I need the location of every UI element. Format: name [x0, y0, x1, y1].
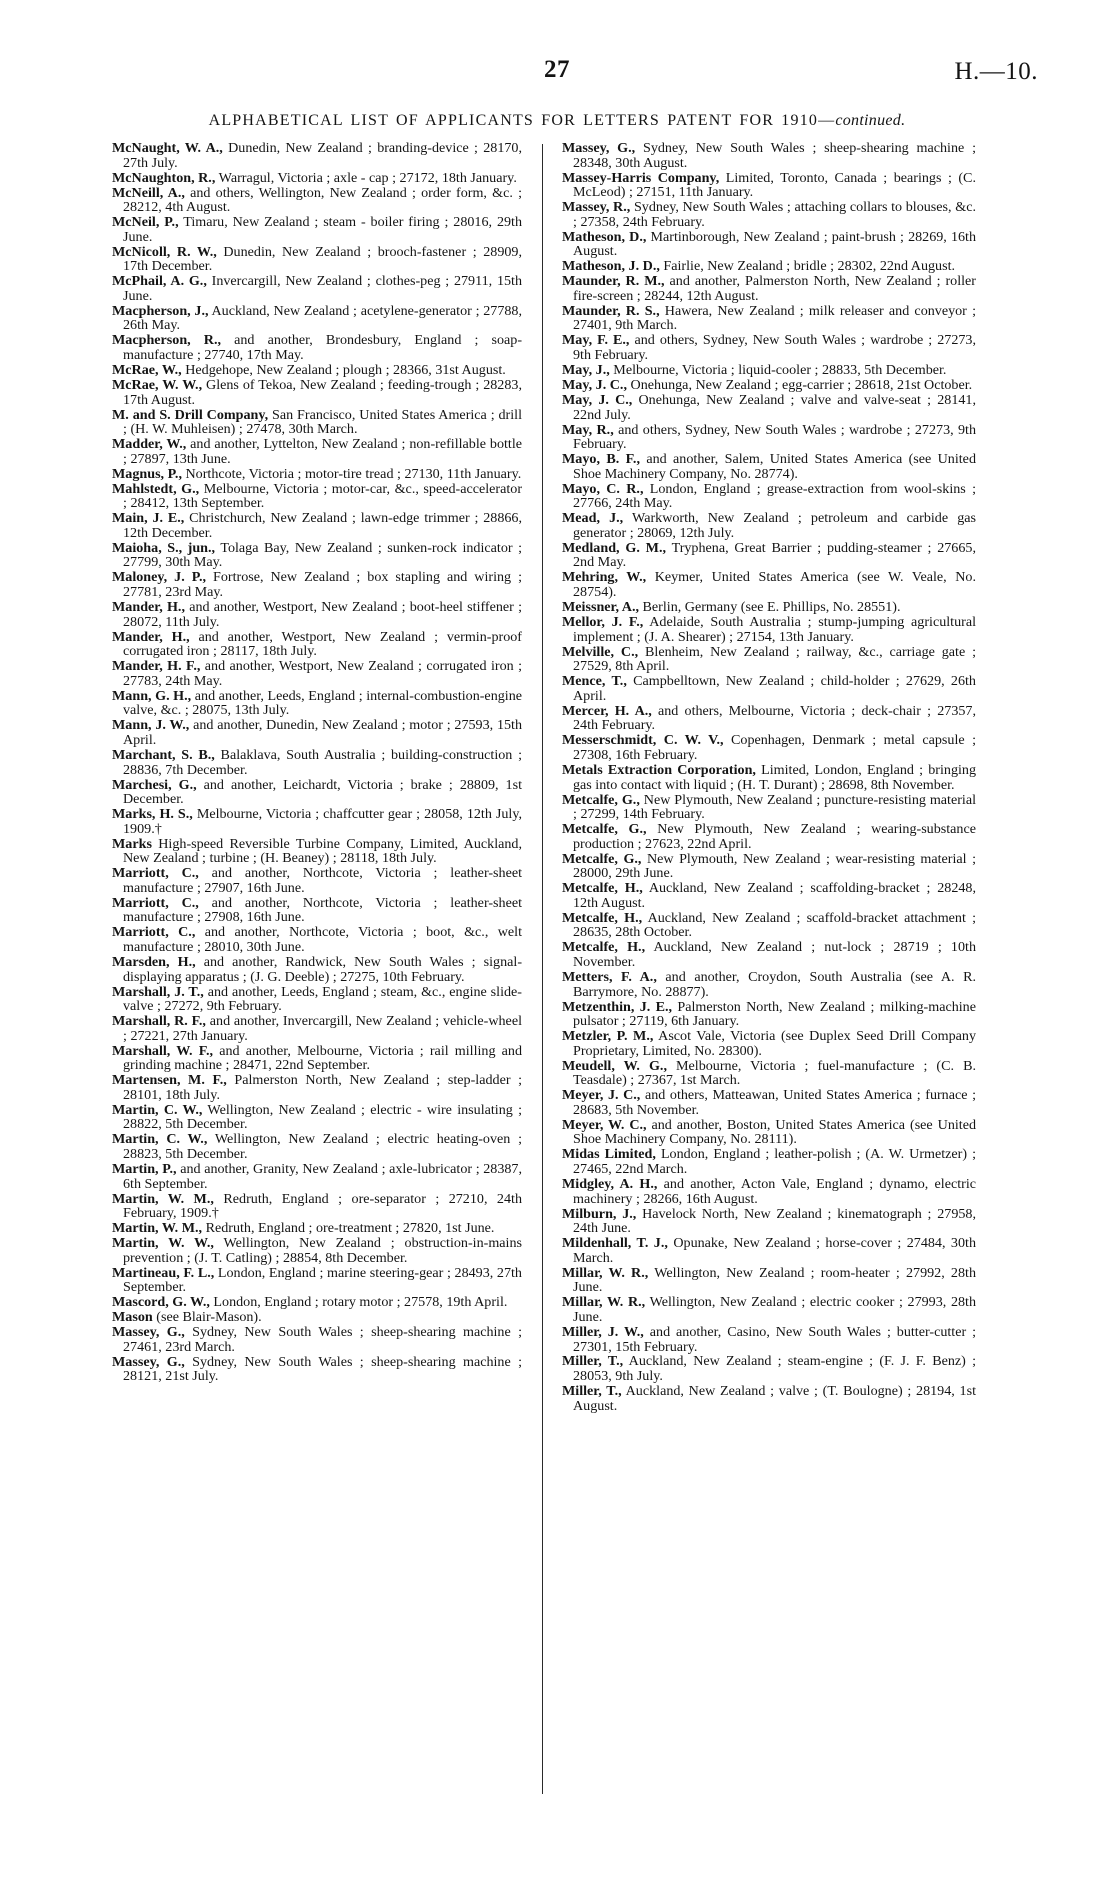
list-entry [112, 925, 522, 954]
applicant-name: Metcalfe, H., [562, 880, 643, 897]
entry-details: Redruth, England ; ore-separator ; 27210, 24th February, 1909.† [123, 1190, 522, 1222]
list-entry [562, 171, 976, 200]
applicant-name: Matheson, D., [562, 228, 647, 245]
list-entry [562, 1000, 976, 1029]
entry-details: Hawera, New Zealand ; milk releaser and conveyor ; 27401, 9th March. [573, 302, 976, 334]
list-entry [562, 704, 976, 733]
list-entry [562, 452, 976, 481]
entry-details: Opunake, New Zealand ; horse-cover ; 27484, 30th March. [573, 1235, 976, 1266]
entry-details: Tryphena, Great Barrier ; pudding-steamer ; 27665, 2nd May. [573, 539, 976, 571]
entry-details: Auckland, New Zealand ; acetylene-generator ; 27788, 26th May. [123, 302, 522, 334]
list-entry [562, 511, 976, 540]
entry-details: and another, Melbourne, Victoria ; rail milling and grinding machine ; 28471, 22nd September. [123, 1042, 523, 1074]
applicant-name: Metters, F. A., [562, 968, 657, 985]
applicant-name: McNeil, P., [112, 214, 179, 231]
applicant-name: M. and S. Drill Company, [112, 406, 269, 423]
entry-details: Melbourne, Victoria ; fuel-manufacture ; (C. B. Teasdale) ; 27367, 1st March. [573, 1057, 976, 1089]
applicant-name: Maloney, J. P., [112, 569, 207, 586]
list-entry [562, 230, 976, 259]
applicant-name: Maioha, S., jun., [112, 539, 216, 556]
applicant-name: Massey, G., [562, 140, 636, 156]
list-entry [112, 748, 522, 777]
applicant-name: Mascord, G. W., [112, 1294, 210, 1311]
list-entry [562, 940, 976, 969]
entry-details: and another, Northcote, Victoria ; leather-sheet manufacture ; 27908, 16th June. [123, 894, 523, 926]
list-entry [562, 822, 976, 851]
applicant-name: Mander, H., [112, 599, 185, 616]
entry-details: and another, Boston, United States America (see United Shoe Machinery Company, No. 28111). [573, 1116, 976, 1148]
list-entry [562, 378, 976, 393]
entry-details: Martinborough, New Zealand ; paint-brush ; 28269, 16th August. [573, 228, 976, 260]
entry-details: Glens of Tekoa, New Zealand ; feeding-trough ; 28283, 17th August. [123, 377, 522, 408]
list-entry [112, 866, 522, 895]
applicant-name: Metals Extraction Corporation, [562, 761, 756, 778]
entry-details: Warkworth, New Zealand ; petroleum and carbide gas generator ; 28069, 12th July. [573, 510, 976, 541]
list-entry [562, 1325, 976, 1354]
list-entry [112, 985, 522, 1014]
applicant-name: Massey, G., [112, 1353, 185, 1370]
applicant-name: Mayo, C. R., [562, 480, 644, 497]
applicant-name: McRae, W., [112, 362, 182, 379]
applicant-name: Milburn, J., [562, 1205, 637, 1222]
column-divider [542, 144, 543, 1794]
entry-details: Auckland, New Zealand ; scaffolding-bracket ; 28248, 12th August. [573, 880, 976, 911]
entry-details: and another, Lyttelton, New Zealand ; non-refillable bottle ; 27897, 13th June. [123, 436, 522, 467]
list-entry [112, 245, 522, 274]
applicant-name: Marchesi, G., [112, 776, 197, 793]
applicant-name: Martin, P., [112, 1161, 177, 1178]
applicant-name: McPhail, A. G., [112, 273, 207, 290]
list-entry [562, 852, 976, 881]
entry-details: Fortrose, New Zealand ; box stapling and wiring ; 27781, 23rd May. [123, 569, 522, 601]
applicant-name: Metcalfe, G., [562, 821, 647, 838]
entry-details: and another, Brondesbury, England ; soap-manufacture ; 27740, 17th May. [123, 332, 523, 364]
list-entry [112, 408, 522, 437]
list-entry [562, 1029, 976, 1058]
list-entry [562, 200, 976, 229]
entry-details: Berlin, Germany (see E. Phillips, No. 28551). [642, 599, 901, 616]
list-entry [562, 1266, 976, 1295]
entry-details: and another, Casino, New South Wales ; butter-cutter ; 27301, 15th February. [573, 1323, 977, 1355]
list-entry [562, 423, 976, 452]
applicant-name: McNaughton, R., [112, 169, 216, 186]
list-entry [562, 1118, 976, 1147]
list-entry [112, 1192, 522, 1221]
list-entry [112, 570, 522, 599]
list-entry [112, 171, 522, 186]
list-entry [112, 600, 522, 629]
applicant-name: Miller, T., [562, 1353, 624, 1370]
page-number: 27 [544, 56, 570, 83]
entry-details: Redruth, England ; ore-treatment ; 27820, 1st June. [205, 1220, 495, 1237]
list-entry [112, 1103, 522, 1132]
applicant-name: Massey-Harris Company, [562, 169, 720, 186]
entry-details: and another, Leichardt, Victoria ; brake ; 28809, 1st December. [123, 776, 523, 808]
list-entry [562, 141, 976, 170]
applicant-name: Massey, G., [112, 1324, 185, 1341]
page-title [0, 112, 1114, 130]
entry-details: Keymer, United States America (see W. Veale, No. 28754). [573, 569, 977, 601]
entry-details: and others, Melbourne, Victoria ; deck-chair ; 27357, 24th February. [573, 702, 976, 734]
entry-details: and another, Northcote, Victoria ; boot, &c., welt manufacture ; 28010, 30th June. [123, 924, 523, 955]
applicant-name: McNaught, W. A., [112, 140, 223, 156]
list-entry [562, 793, 976, 822]
list-entry [112, 437, 522, 466]
applicant-name: McNicoll, R. W., [112, 243, 217, 260]
entry-details: and another, Palmerston North, New Zealand ; roller fire-screen ; 28244, 12th August. [573, 273, 976, 304]
applicant-name: Mehring, W., [562, 569, 647, 586]
entry-details: Tolaga Bay, New Zealand ; sunken-rock indicator ; 27799, 30th May. [123, 539, 522, 571]
list-entry [112, 1310, 522, 1325]
list-entry [112, 363, 522, 378]
applicant-name: Meudell, W. G., [562, 1057, 667, 1074]
list-entry [562, 333, 976, 362]
entry-details: and another, Leeds, England ; internal-combustion-engine valve, &c. ; 28075, 13th July. [123, 687, 523, 719]
list-entry [112, 1073, 522, 1102]
applicant-name: Mercer, H. A., [562, 702, 652, 719]
entry-details: Invercargill, New Zealand ; clothes-peg ; 27911, 15th June. [123, 273, 523, 304]
list-entry [562, 1088, 976, 1117]
entry-details: London, England ; rotary motor ; 27578, 19th April. [213, 1294, 508, 1311]
entry-details: (see Blair-Mason). [156, 1309, 262, 1326]
entry-details: and others, Matteawan, United States America ; furnace ; 28683, 5th November. [573, 1087, 977, 1118]
entry-details: London, England ; grease-extraction from wool-skins ; 27766, 24th May. [573, 480, 976, 512]
list-entry [112, 1325, 522, 1354]
list-entry [112, 778, 522, 807]
applicant-name: Metcalfe, H., [562, 939, 646, 956]
list-entry [562, 1384, 976, 1413]
list-entry [112, 689, 522, 718]
applicant-name: Marriott, C., [112, 894, 199, 911]
list-entry [112, 1236, 522, 1265]
entry-details: Limited, London, England ; bringing gas into contact with liquid ; (H. T. Durant) ; 28698, 8th November. [573, 761, 976, 793]
entry-details: and another, Leeds, England ; steam, &c., engine slide-valve ; 27272, 9th February. [123, 983, 522, 1015]
applicant-name: Magnus, P., [112, 465, 182, 482]
list-entry [562, 1354, 976, 1383]
list-entry [112, 333, 522, 362]
applicant-name: May, F. E., [562, 332, 630, 349]
applicant-name: Mead, J., [562, 510, 624, 527]
list-entry [112, 630, 522, 659]
applicant-name: Macpherson, R., [112, 332, 222, 349]
entry-details: Wellington, New Zealand ; electric cooker ; 27993, 28th June. [573, 1294, 976, 1325]
applicant-name: Martin, C. W., [112, 1101, 203, 1118]
entry-details: Onehunga, New Zealand ; egg-carrier ; 28618, 21st October. [630, 377, 973, 394]
list-entry [562, 1236, 976, 1265]
list-entry [562, 1207, 976, 1236]
applicant-name: Martin, W. M., [112, 1190, 214, 1207]
applicant-name: Martin, W. W., [112, 1235, 214, 1252]
list-entry [112, 718, 522, 747]
entry-details: Limited, Toronto, Canada ; bearings ; (C. McLeod) ; 27151, 11th January. [573, 169, 976, 201]
entry-details: Melbourne, Victoria ; motor-car, &c., speed-accelerator ; 28412, 13th September. [123, 480, 523, 512]
entry-details: Christchurch, New Zealand ; lawn-edge trimmer ; 28866, 12th December. [123, 510, 522, 541]
entry-details: Auckland, New Zealand ; nut-lock ; 28719 ; 10th November. [573, 939, 976, 970]
list-entry [562, 1059, 976, 1088]
applicant-name: Maunder, R. M., [562, 273, 665, 290]
entry-details: Balaklava, South Australia ; building-construction ; 28836, 7th December. [123, 746, 522, 778]
applicant-name: Mahlstedt, G., [112, 480, 200, 497]
list-entry [112, 1221, 522, 1236]
list-entry [562, 733, 976, 762]
entry-details: Hedgehope, New Zealand ; plough ; 28366, 31st August. [185, 362, 506, 379]
applicant-name: Millar, W. R., [562, 1264, 649, 1281]
entry-details: Blenheim, New Zealand ; railway, &c., carriage gate ; 27529, 8th April. [573, 643, 976, 675]
list-entry [112, 807, 522, 836]
applicant-name: Macpherson, J., [112, 302, 209, 319]
list-entry [112, 837, 522, 866]
entry-details: Sydney, New South Wales ; attaching collars to blouses, &c. ; 27358, 24th February. [573, 199, 976, 230]
entry-details: Auckland, New Zealand ; scaffold-bracket attachment ; 28635, 28th October. [573, 909, 976, 941]
entry-details: and another, Acton Vale, England ; dynamo, electric machinery ; 28266, 16th August. [573, 1176, 976, 1207]
applicant-name: Marshall, W. F., [112, 1042, 214, 1059]
entry-details: Wellington, New Zealand ; electric heating-oven ; 28823, 5th December. [123, 1131, 522, 1163]
entry-details: Palmerston North, New Zealand ; milking-machine pulsator ; 27119, 6th January. [573, 998, 976, 1030]
applicant-name: Marshall, R. F., [112, 1013, 206, 1030]
entry-details: Dunedin, New Zealand ; branding-device ; 28170, 27th July. [123, 140, 522, 171]
entry-details: and another, Granity, New Zealand ; axle-lubricator ; 28387, 6th September. [123, 1161, 522, 1192]
list-entry [562, 363, 976, 378]
applicant-name: Mellor, J. F., [562, 614, 644, 631]
page-title-continued: continued. [835, 112, 906, 129]
applicant-name: Metcalfe, G., [562, 850, 642, 867]
entry-details: Sydney, New South Wales ; sheep-shearing machine ; 28348, 30th August. [573, 140, 976, 171]
list-entry [562, 541, 976, 570]
entry-details: and another, Randwick, New South Wales ; signal-displaying apparatus ; (J. G. Deeble) ; 27275, 10th February. [123, 953, 523, 985]
applicant-name: Main, J. E., [112, 510, 185, 527]
entry-details: and others, Sydney, New South Wales ; wardrobe ; 27273, 9th February. [573, 332, 976, 364]
list-entry [562, 881, 976, 910]
list-entry [112, 378, 522, 407]
list-entry [562, 274, 976, 303]
entry-details: London, England ; marine steering-gear ; 28493, 27th September. [123, 1264, 522, 1296]
entry-details: and another, Westport, New Zealand ; boot-heel stiffener ; 28072, 11th July. [123, 599, 522, 630]
applicant-name: Mayo, B. F., [562, 451, 640, 468]
list-entry [112, 1162, 522, 1191]
applicant-name: Mander, H. F., [112, 658, 201, 675]
applicant-name: McNeill, A., [112, 184, 185, 201]
applicant-name: Miller, T., [562, 1383, 622, 1400]
entry-details: Northcote, Victoria ; motor-tire tread ; 27130, 11th January. [185, 465, 522, 482]
list-entry [562, 393, 976, 422]
entry-details: Onehunga, New Zealand ; valve and valve-seat ; 28141, 22nd July. [573, 392, 976, 423]
entry-details: Warragul, Victoria ; axle - cap ; 27172, 18th January. [218, 169, 517, 186]
entry-details: San Francisco, United States America ; drill ; (H. W. Muhleisen) ; 27478, 30th March. [123, 406, 522, 438]
applicant-name: Marsden, H., [112, 953, 196, 970]
list-entry [562, 970, 976, 999]
applicant-name: Mason [112, 1309, 153, 1326]
list-entry [562, 1177, 976, 1206]
list-entry [112, 186, 522, 215]
entry-details: and another, Salem, United States America (see United Shoe Machinery Company, No. 28774). [573, 451, 976, 482]
list-entry [112, 541, 522, 570]
page-code: H.—10. [954, 58, 1038, 85]
entry-details: Wellington, New Zealand ; room-heater ; 27992, 28th June. [573, 1264, 976, 1296]
entry-details: Wellington, New Zealand ; electric - wire insulating ; 28822, 5th December. [123, 1101, 522, 1133]
entry-details: High-speed Reversible Turbine Company, Limited, Auckland, New Zealand ; turbine ; (H. Beaney) ; 28118, 18th July. [123, 835, 522, 867]
entry-details: Ascot Vale, Victoria (see Duplex Seed Drill Company Proprietary, Limited, No. 28300). [573, 1028, 977, 1059]
list-entry [562, 615, 976, 644]
list-entry [112, 1355, 522, 1384]
list-entry [112, 141, 522, 170]
applicant-name: McRae, W. W., [112, 377, 203, 394]
entry-details: Havelock North, New Zealand ; kinematograph ; 27958, 24th June. [573, 1205, 976, 1237]
applicant-name: Mander, H., [112, 628, 190, 645]
applicant-name: Midas Limited, [562, 1146, 656, 1163]
applicant-name: Marriott, C., [112, 865, 199, 882]
entry-details: Sydney, New South Wales ; sheep-shearing machine ; 28121, 21st July. [123, 1353, 522, 1385]
list-entry [112, 304, 522, 333]
list-entry [112, 215, 522, 244]
applicant-name: Mann, J. W., [112, 717, 190, 734]
applicant-name: May, J. C., [562, 377, 627, 394]
applicant-name: Marks [112, 835, 152, 852]
entry-details: Melbourne, Victoria ; liquid-cooler ; 28833, 5th December. [613, 362, 947, 379]
entry-details: Adelaide, South Australia ; stump-jumping agricultural implement ; (J. A. Shearer) ; 27154, 13th January. [573, 614, 977, 645]
applicant-name: Mann, G. H., [112, 687, 192, 704]
list-entry [562, 1295, 976, 1324]
applicant-name: Miller, J. W., [562, 1323, 644, 1340]
applicant-name: Metcalfe, G., [562, 791, 640, 808]
list-entry [112, 896, 522, 925]
applicant-name: Metzenthin, J. E., [562, 998, 673, 1015]
entry-details: Timaru, New Zealand ; steam - boiler firing ; 28016, 29th June. [123, 214, 522, 245]
entry-details: and another, Croydon, South Australia (see A. R. Barrymore, No. 28877). [573, 968, 977, 1000]
entry-details: Wellington, New Zealand ; obstruction-in-mains prevention ; (J. T. Catling) ; 28854, 8th December. [123, 1235, 522, 1266]
list-entry [562, 763, 976, 792]
applicant-name: Meyer, J. C., [562, 1087, 641, 1104]
entry-details: New Plymouth, New Zealand ; wearing-substance production ; 27623, 22nd April. [573, 821, 976, 852]
list-entry [562, 482, 976, 511]
entry-details: Fairlie, New Zealand ; bridle ; 28302, 22nd August. [663, 258, 956, 275]
applicant-name: Meissner, A., [562, 599, 639, 616]
applicant-name: Medland, G. M., [562, 539, 667, 556]
entry-details: Auckland, New Zealand ; steam-engine ; (F. J. F. Benz) ; 28053, 9th July. [573, 1353, 976, 1385]
applicant-name: Madder, W., [112, 436, 187, 453]
list-entry [112, 1014, 522, 1043]
list-entry [562, 600, 976, 615]
list-entry [562, 645, 976, 674]
applicant-name: May, R., [562, 421, 614, 438]
applicant-name: Meyer, W. C., [562, 1116, 647, 1133]
entry-details: Auckland, New Zealand ; valve ; (T. Boulogne) ; 28194, 1st August. [573, 1383, 976, 1414]
list-entry [112, 1266, 522, 1295]
left-column [112, 141, 522, 1384]
right-column [562, 141, 976, 1414]
applicant-name: Matheson, J. D., [562, 258, 660, 275]
entry-details: Dunedin, New Zealand ; brooch-fastener ; 28909, 17th December. [123, 243, 522, 275]
list-entry [562, 674, 976, 703]
entry-details: Melbourne, Victoria ; chaffcutter gear ; 28058, 12th July, 1909.† [123, 806, 522, 837]
list-entry [112, 482, 522, 511]
list-entry [562, 1147, 976, 1176]
applicant-name: May, J., [562, 362, 610, 379]
entry-details: and others, Sydney, New South Wales ; wardrobe ; 27273, 9th February. [573, 421, 977, 453]
list-entry [562, 304, 976, 333]
entry-details: and another, Westport, New Zealand ; corrugated iron ; 27783, 24th May. [123, 658, 522, 689]
entry-details: and another, Westport, New Zealand ; vermin-proof corrugated iron ; 28117, 18th July. [123, 628, 522, 660]
entry-details: and another, Invercargill, New Zealand ; vehicle-wheel ; 27221, 27th January. [123, 1013, 522, 1044]
list-entry [112, 659, 522, 688]
list-entry [112, 511, 522, 540]
applicant-name: Marriott, C., [112, 924, 196, 941]
applicant-name: Martin, C. W., [112, 1131, 208, 1148]
list-entry [112, 1044, 522, 1073]
entry-details: and another, Northcote, Victoria ; leather-sheet manufacture ; 27907, 16th June. [123, 865, 523, 896]
list-entry [112, 467, 522, 482]
applicant-name: Melville, C., [562, 643, 639, 660]
applicant-name: Massey, R., [562, 199, 631, 216]
entry-details: London, England ; leather-polish ; (A. W. Urmetzer) ; 27465, 22nd March. [573, 1146, 976, 1178]
page-title-main: ALPHABETICAL LIST OF APPLICANTS FOR LETTERS PATENT FOR 1910— [208, 112, 836, 129]
applicant-name: Metzler, P. M., [562, 1028, 654, 1045]
entry-details: Campbelltown, New Zealand ; child-holder ; 27629, 26th April. [573, 673, 976, 704]
applicant-name: May, J. C., [562, 392, 633, 408]
entry-details: Palmerston North, New Zealand ; step-ladder ; 28101, 18th July. [123, 1072, 522, 1103]
applicant-name: Marchant, S. B., [112, 746, 215, 763]
applicant-name: Martensen, M. F., [112, 1072, 227, 1089]
list-entry [112, 1295, 522, 1310]
applicant-name: Martin, W. M., [112, 1220, 203, 1237]
applicant-name: Martineau, F. L., [112, 1264, 215, 1281]
entry-details: Sydney, New South Wales ; sheep-shearing machine ; 27461, 23rd March. [123, 1324, 522, 1355]
list-entry [562, 570, 976, 599]
applicant-name: Marks, H. S., [112, 806, 193, 823]
applicant-name: Maunder, R. S., [562, 302, 660, 319]
list-entry [562, 259, 976, 274]
entry-details: and another, Dunedin, New Zealand ; motor ; 27593, 15th April. [123, 717, 522, 748]
applicant-name: Marshall, J. T., [112, 983, 204, 1000]
list-entry [112, 1132, 522, 1161]
entry-details: and others, Wellington, New Zealand ; order form, &c. ; 28212, 4th August. [123, 184, 522, 216]
applicant-name: Messerschmidt, C. W. V., [562, 732, 724, 749]
applicant-name: Millar, W. R., [562, 1294, 646, 1311]
entry-details: New Plymouth, New Zealand ; puncture-resisting material ; 27299, 14th February. [573, 791, 976, 823]
list-entry [112, 955, 522, 984]
list-entry [562, 911, 976, 940]
applicant-name: Midgley, A. H., [562, 1176, 658, 1193]
applicant-name: Mildenhall, T. J., [562, 1235, 668, 1252]
list-entry [112, 274, 522, 303]
applicant-name: Mence, T., [562, 673, 627, 690]
applicant-name: Metcalfe, H., [562, 909, 643, 926]
entry-details: New Plymouth, New Zealand ; wear-resisting material ; 28000, 29th June. [573, 850, 977, 882]
entry-details: Copenhagen, Denmark ; metal capsule ; 27308, 16th February. [573, 732, 976, 763]
